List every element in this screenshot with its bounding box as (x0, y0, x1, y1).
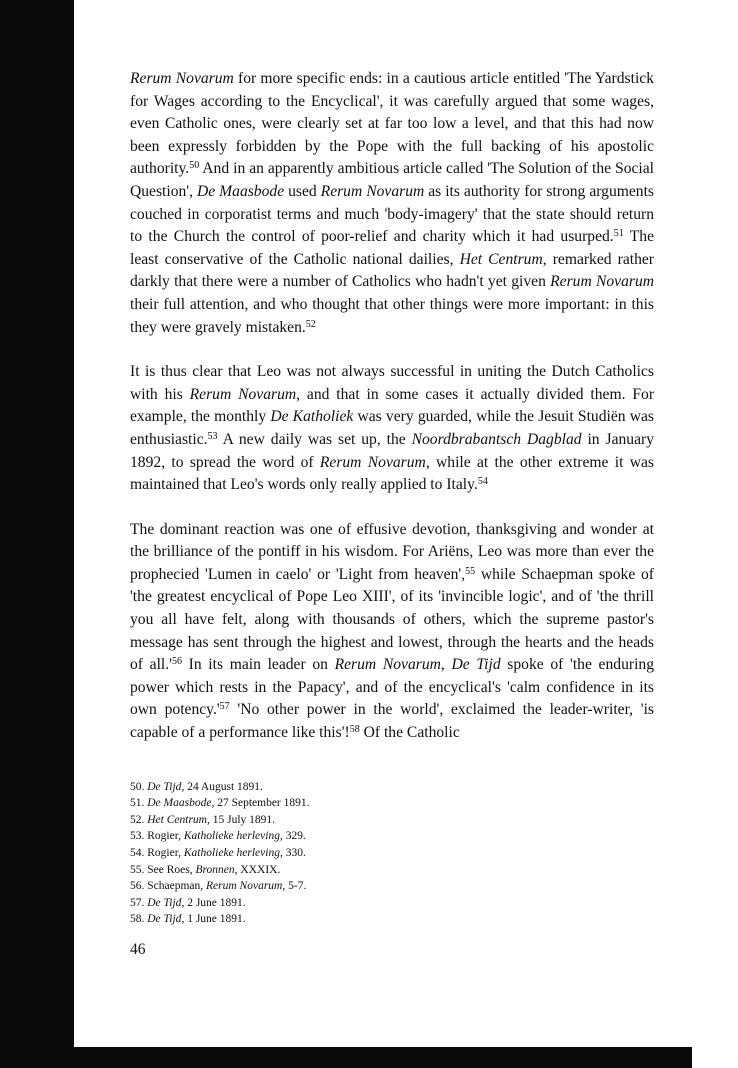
text-run: , and that in some cases it actually divided them. For example, the monthly (130, 385, 655, 426)
text-run: , (440, 656, 452, 674)
italic-text: Noordbrabantsch Dagblad (411, 430, 582, 448)
text-run: The least conservative of the Catholic national dailies, (130, 228, 654, 268)
italic-text: Rerum Novarum (189, 385, 297, 403)
italic-text: De Maasbode (197, 182, 285, 200)
italic-text: De Katholiek (270, 408, 354, 426)
paragraph (130, 519, 654, 745)
text-run: 52. (130, 813, 148, 826)
footnote-reference: 52 (305, 318, 316, 330)
text-run: was very guarded, while the Jesuit Studiën was enthusiastic. (130, 408, 654, 448)
text-run: , 5-7. (282, 880, 307, 893)
text-run: , remarked rather darkly that there were a number of Catholics who hadn't yet given (130, 250, 654, 291)
footnote-item (130, 862, 654, 879)
paragraph (130, 68, 654, 339)
footnote-item (130, 828, 654, 845)
italic-text: Rerum Novarum (334, 656, 441, 674)
text-run: , 24 August 1891. (181, 780, 263, 793)
footnote-reference: 58 (349, 724, 360, 736)
italic-text: Katholieke herleving (183, 830, 280, 843)
italic-text: De Tijd (451, 656, 501, 674)
italic-text: De Tijd (147, 896, 182, 909)
text-run: , 27 September 1891. (211, 797, 310, 810)
text-run: , 330. (279, 847, 306, 859)
italic-text: Rerum Novarum (550, 273, 655, 291)
text-run: 54. Rogier, (130, 847, 184, 859)
text-run: in January 1892, to spread the word of (130, 430, 655, 471)
italic-text: Rerum Novarum (320, 182, 425, 200)
italic-text: De Tijd (147, 913, 182, 926)
footnote-item (130, 795, 654, 812)
text-run: , XXXIX. (234, 863, 281, 876)
scan-border-left (0, 0, 74, 1068)
italic-text: De Maasbode (147, 797, 212, 810)
footnotes (130, 779, 654, 928)
body-text (130, 68, 654, 745)
footnote-item (130, 878, 654, 895)
footnote-reference: 53 (207, 430, 218, 442)
text-run: 58. (130, 913, 148, 926)
text-run: for more specific ends: in a cautious article entitled 'The Yardstick for Wages according to the Encyclical', it was carefully argued that some wages, even Catholic ones, were clearly set at far too low a level, and that this had now been expressly forbidden by the Pope with the full backing of his apostolic authority. (130, 70, 654, 178)
text-run: , 15 July 1891. (206, 813, 276, 826)
text-run: spoke of 'the enduring power which rests in the Papacy', and of the encyclical's 'calm confidence in its own potency.' (130, 656, 654, 719)
text-run: , while at the other extreme it was maintained that Leo's words only really applied to Italy. (130, 453, 655, 494)
italic-text: Rerum Novarum (206, 880, 283, 893)
italic-text: De Tijd (147, 780, 182, 793)
text-run: In its main leader on (181, 656, 335, 674)
text-run: 53. Rogier, (130, 830, 184, 843)
text-run: The dominant reaction was one of effusive devotion, thanksgiving and wonder at the brilliance of the pontiff in his wisdom. For Ariëns, Leo was more than ever the prophecied 'Lumen in caelo' or 'Light from heaven', (130, 520, 654, 583)
text-run: 56. Schaepman, (130, 880, 207, 893)
text-run: Of the Catholic (359, 724, 460, 742)
paragraph (130, 361, 654, 497)
text-run: 'No other power in the world', exclaimed the leader-writer, 'is capable of a performance like this'! (130, 701, 655, 742)
text-run: 57. (130, 896, 148, 909)
footnote-item (130, 845, 654, 862)
text-run: 51. (130, 797, 148, 810)
text-run: used (284, 182, 321, 200)
italic-text: Rerum Novarum (130, 70, 234, 87)
text-run: , 2 June 1891. (181, 896, 246, 909)
italic-text: Rerum Novarum (319, 453, 426, 471)
footnote-item (130, 911, 654, 928)
text-run: A new daily was set up, the (217, 430, 412, 448)
text-run: while Schaepman spoke of 'the greatest encyclical of Pope Leo XIII', of its 'invincible logic', and of 'the thrill you all have felt, along with thousands of others, which the supreme pastor's message has sent through the highest and lowest, through the hearts and the heads of all.' (130, 565, 654, 674)
italic-text: Bronnen (195, 863, 235, 876)
text-run: , 329. (279, 830, 306, 843)
text-run: as its authority for strong arguments couched in corporatist terms and much 'body-imagery' that the state should return to the Church the control of poor-relief and charity which it had usurped. (130, 182, 654, 246)
text-run: 50. (130, 780, 148, 793)
footnote-reference: 57 (219, 701, 230, 713)
footnote-item (130, 895, 654, 912)
text-run: 55. See Roes, (130, 863, 196, 876)
footnote-reference: 55 (465, 565, 476, 577)
italic-text: Katholieke herleving (183, 847, 280, 859)
footnote-reference: 50 (189, 160, 200, 172)
footnote-item (130, 779, 654, 796)
text-run: And in an apparently ambitious article called 'The Solution of the Social Question', (130, 160, 654, 200)
footnote-reference: 51 (613, 228, 624, 240)
text-run: , 1 June 1891. (181, 913, 246, 926)
scan-border-bottom (0, 1047, 692, 1068)
italic-text: Het Centrum (459, 250, 543, 268)
page-number: 46 (130, 941, 146, 958)
text-run: their full attention, and who thought that other things were more important: in this they were gravely mistaken. (130, 295, 654, 336)
text-run: It is thus clear that Leo was not always successful in uniting the Dutch Catholics with his (130, 363, 654, 403)
italic-text: Het Centrum (147, 813, 207, 826)
footnote-item (130, 812, 654, 829)
page-body (130, 68, 654, 944)
footnote-reference: 54 (477, 476, 488, 488)
footnote-reference: 56 (171, 656, 182, 668)
